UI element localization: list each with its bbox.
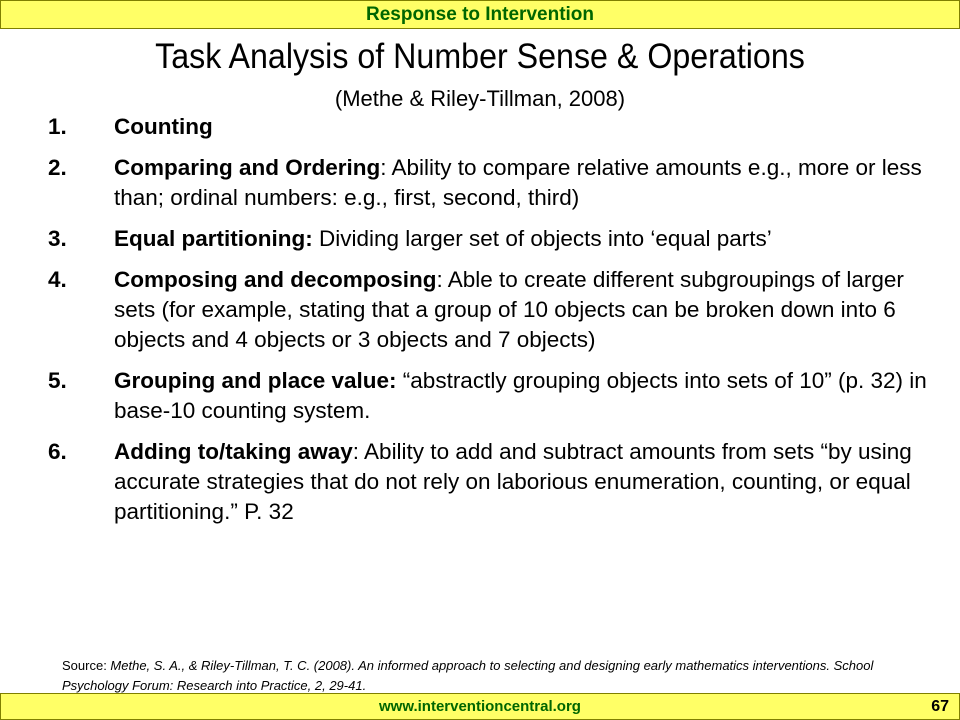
header-banner xyxy=(0,0,960,29)
item-term: Composing and decomposing xyxy=(114,267,437,292)
item-description: : Able to create different subgroupings of larger sets (for example, stating that a group of 10 objects can be broken down into 6 objects and 4 objects or 3 objects and 7 objects) xyxy=(114,267,904,352)
slide-subtitle: (Methe & Riley-Tillman, 2008) xyxy=(334,86,626,111)
list-item xyxy=(48,224,938,254)
item-number: 1. xyxy=(48,114,67,139)
item-number: 2. xyxy=(48,155,67,180)
item-number: 4. xyxy=(48,267,67,292)
list-item xyxy=(48,153,938,213)
item-term: Comparing and Ordering xyxy=(114,155,381,180)
item-number: 3. xyxy=(48,226,67,251)
slide-title: Task Analysis of Number Sense & Operations xyxy=(155,37,805,76)
item-description: : Ability to compare relative amounts e.g., more or less than; ordinal numbers: e.g., first, second, third) xyxy=(114,155,922,210)
list-item xyxy=(48,265,938,355)
list-item xyxy=(48,437,938,527)
item-term: Adding to/taking away xyxy=(114,439,353,464)
source-citation xyxy=(62,656,902,696)
item-term: Counting xyxy=(114,114,213,139)
item-term: Grouping and place value: xyxy=(114,368,397,393)
source-reference: Methe, S. A., & Riley-Tillman, T. C. (2008). An informed approach to selecting and designing early mathematics interventions. School Psychology Forum: Research into Practice, 2, 29-41. xyxy=(62,658,874,693)
skill-list xyxy=(48,112,938,538)
item-description: Dividing larger set of objects into ‘equal parts’ xyxy=(312,226,772,251)
list-item xyxy=(48,366,938,426)
list-item xyxy=(48,112,938,142)
footer-url: www.interventioncentral.org xyxy=(379,698,581,715)
footer-banner xyxy=(0,693,960,720)
source-label: Source: xyxy=(62,658,111,673)
item-description: : Ability to add and subtract amounts from sets “by using accurate strategies that do not rely on laborious enumeration, counting, or equal partitioning.” P. 32 xyxy=(114,439,912,524)
item-term: Equal partitioning: xyxy=(114,226,313,251)
item-number: 5. xyxy=(48,368,67,393)
page-number: 67 xyxy=(931,698,949,715)
item-number: 6. xyxy=(48,439,67,464)
banner-title: Response to Intervention xyxy=(365,4,595,25)
item-description: “abstractly grouping objects into sets of 10” (p. 32) in base-10 counting system. xyxy=(114,368,927,423)
